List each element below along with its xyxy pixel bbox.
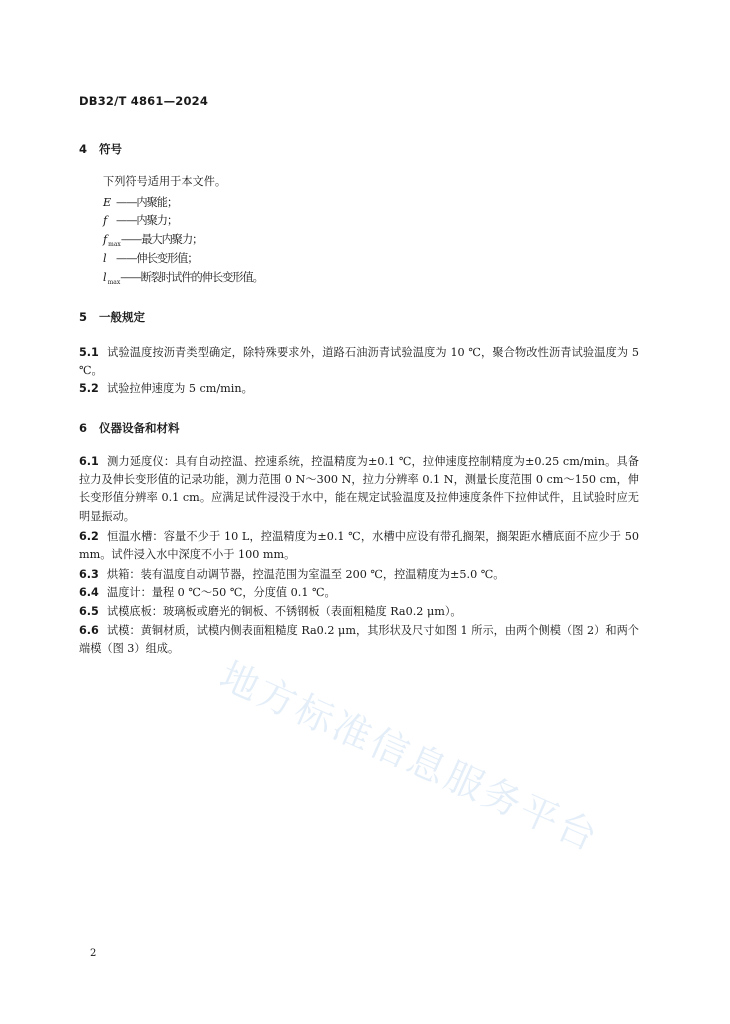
symbol-description: ——最大内聚力； (120, 233, 203, 246)
symbol-description: ——伸长变形值； (116, 252, 198, 265)
symbol-description: ——内聚能； (116, 196, 178, 209)
section-5-heading (79, 309, 145, 325)
section-title: 仪器设备和材料 (99, 421, 180, 435)
clause-number: 6.5 (79, 605, 99, 618)
clause-5-1 (79, 344, 639, 380)
section-number: 4 (79, 142, 88, 156)
symbol-row (103, 269, 263, 286)
symbol-variable: E (103, 196, 112, 209)
document-id-header: DB32/T 4861—2024 (79, 94, 209, 108)
clause-6-2 (79, 528, 639, 564)
symbol-variable: f (103, 214, 108, 227)
clause-6-4 (79, 584, 639, 602)
symbol-row (103, 212, 177, 228)
section-6-heading (79, 420, 180, 436)
clause-text: 恒温水槽：容量不少于 10 L，控温精度为±0.1 ℃，水槽中应设有带孔搁架，搁架距水槽底面不应少于 50 mm。试件浸入水中深度不小于 100 mm。 (79, 530, 639, 562)
clause-text: 试模：黄铜材质，试模内侧表面粗糙度 Ra0.2 μm，其形状及尺寸如图 1 所示，由两个侧模（图 2）和两个端模（图 3）组成。 (79, 624, 639, 656)
clause-text: 试验拉伸速度为 5 cm/min。 (107, 382, 253, 395)
symbol-subscript: max (108, 241, 121, 248)
clause-text: 试验温度按沥青类型确定，除特殊要求外，道路石油沥青试验温度为 10 ℃，聚合物改性沥青试验温度为 5 ℃。 (79, 346, 639, 378)
symbol-row (103, 194, 177, 210)
symbol-variable: $f_{max}$ (103, 233, 121, 248)
clause-number: 6.3 (79, 568, 99, 581)
clause-text: 温度计：量程 0 ℃～50 ℃，分度值 0.1 ℃。 (107, 586, 336, 599)
symbol-description: ——断裂时试件的伸长变形值。 (120, 271, 263, 284)
clause-5-2 (79, 380, 639, 398)
symbol-description: ——内聚力； (116, 214, 178, 227)
symbol-variable: l (103, 252, 107, 265)
section-number: 5 (79, 310, 88, 324)
clause-text: 测力延度仪：具有自动控温、控速系统，控温精度为±0.1 ℃，拉伸速度控制精度为±0.25 cm/min。具备拉力及伸长变形值的记录功能，测力范围 0 N～300 N，拉力分辨率 0.1 N，测量长度范围 0 cm～150 cm，伸长变形值分辨率 0.1 cm。应满足试件浸没于水中，能在规定试验温度及拉伸速度条件下拉伸试件，且试验时应无明显振动。 (79, 455, 639, 523)
symbol-row (103, 250, 198, 266)
symbol-variable: $l_{max}$ (103, 271, 121, 286)
clause-number: 6.1 (79, 455, 99, 468)
clause-6-1 (79, 453, 639, 526)
clause-number: 6.2 (79, 530, 99, 543)
symbol-subscript: max (107, 279, 121, 286)
clause-number: 6.4 (79, 586, 99, 599)
section-4-intro: 下列符号适用于本文件。 (103, 175, 227, 188)
clause-number: 6.6 (79, 624, 99, 637)
watermark: 地方标准信息服务平台 (213, 653, 606, 861)
clause-6-6 (79, 622, 639, 658)
clause-text: 试模底板：玻璃板或磨光的铜板、不锈钢板（表面粗糙度 Ra0.2 μm）。 (107, 605, 462, 618)
section-number: 6 (79, 421, 88, 435)
section-4-heading (79, 141, 122, 157)
clause-number: 5.1 (79, 346, 99, 359)
clause-text: 烘箱：装有温度自动调节器，控温范围为室温至 200 ℃，控温精度为±5.0 ℃。 (107, 568, 505, 581)
section-title: 一般规定 (99, 310, 145, 324)
symbol-row (103, 231, 202, 248)
clause-number: 5.2 (79, 382, 99, 395)
clause-6-3 (79, 566, 639, 584)
clause-6-5 (79, 603, 639, 621)
section-title: 符号 (99, 142, 122, 156)
page-number: 2 (90, 948, 97, 959)
